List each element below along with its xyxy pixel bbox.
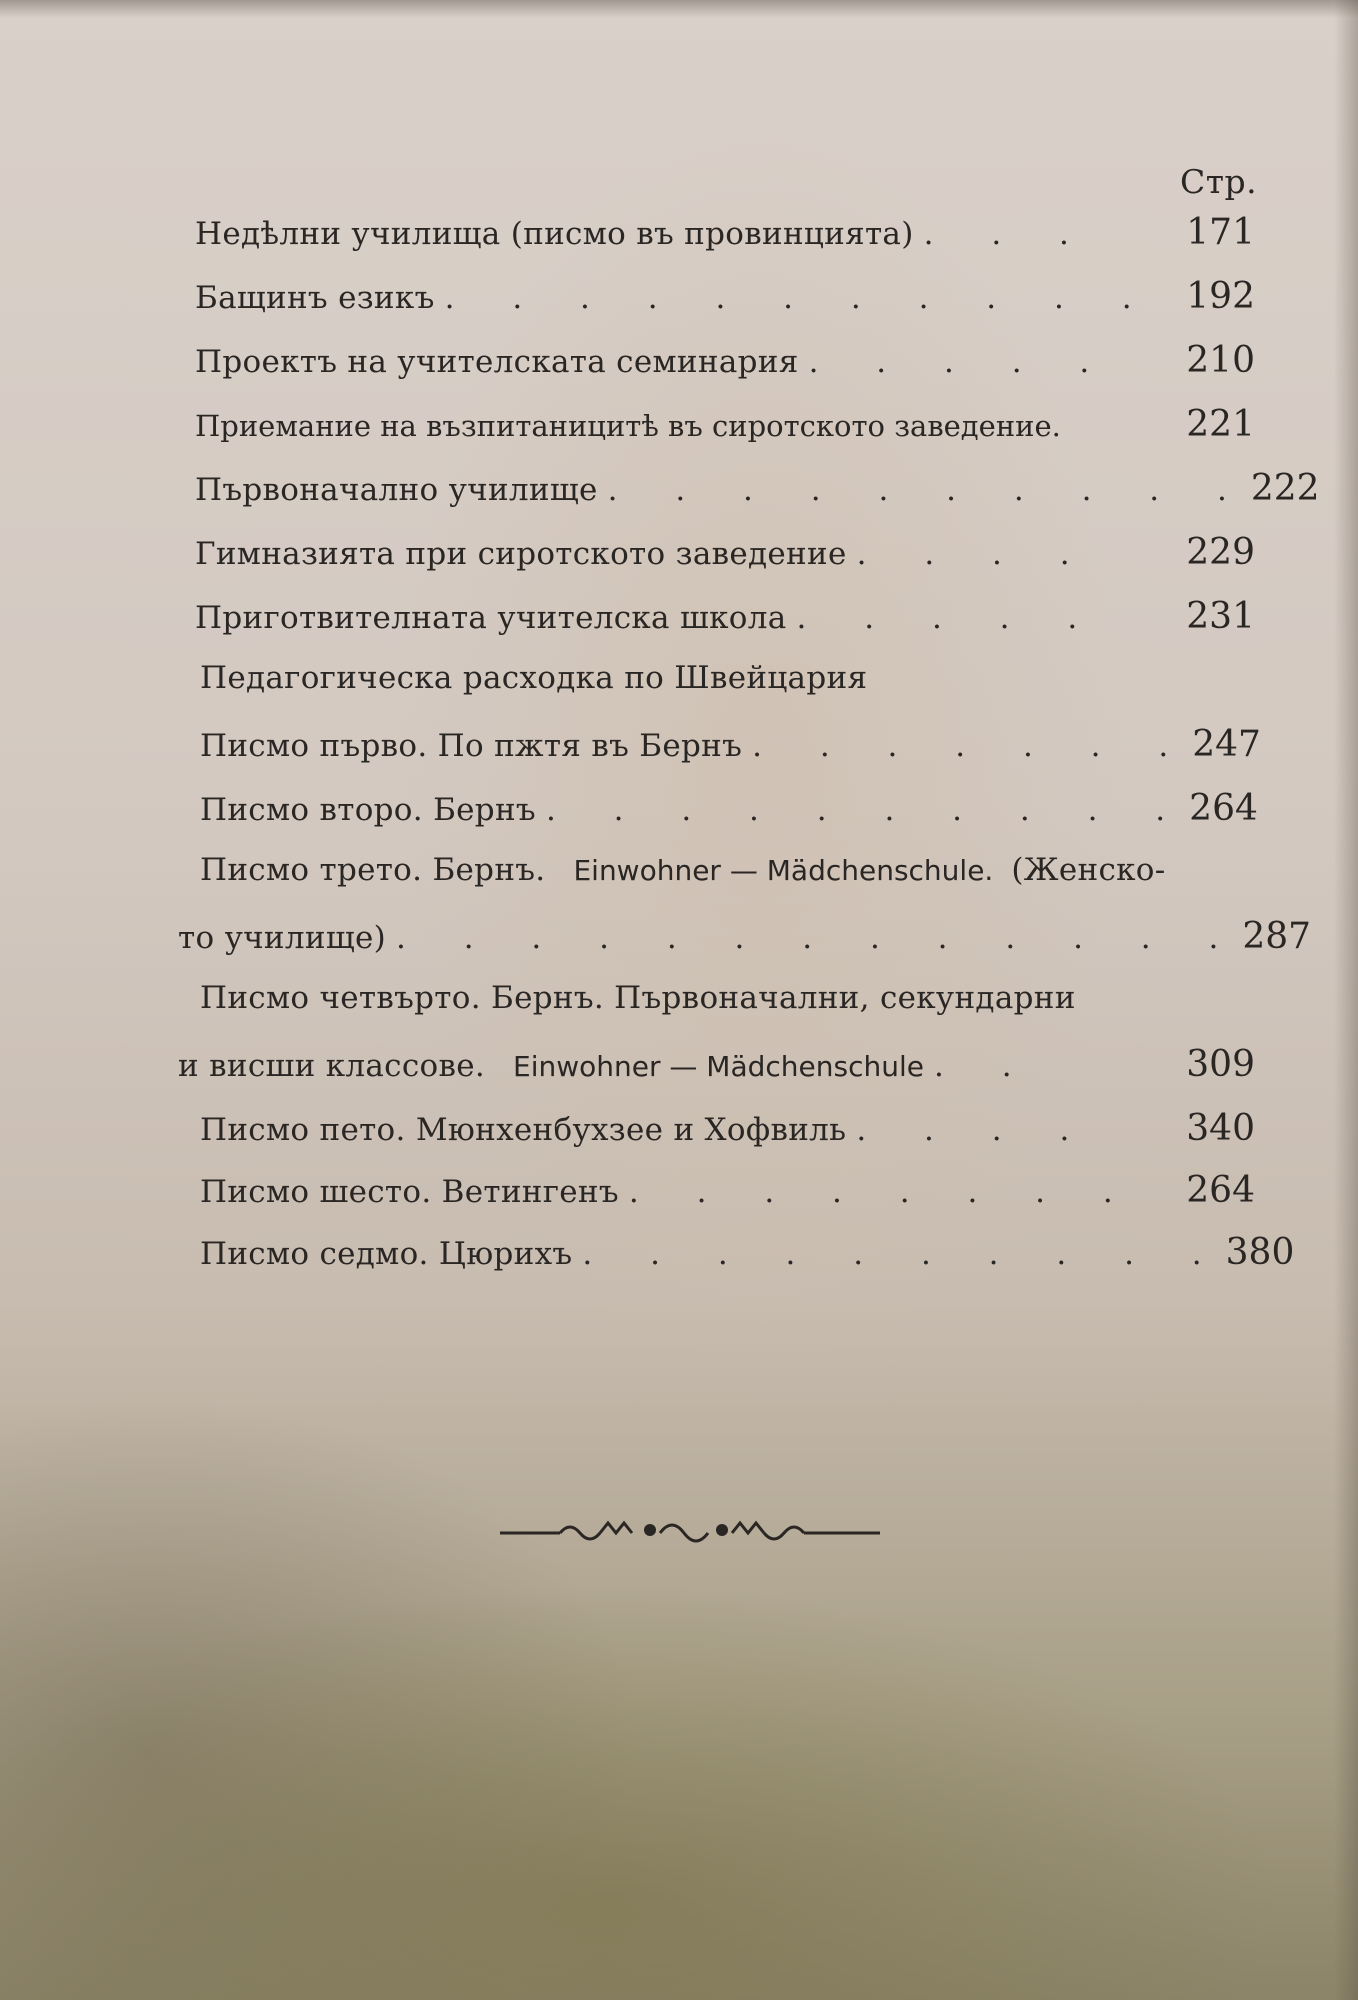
dot-leader: . . . . . [796,600,1102,636]
toc-entry [195,276,1255,322]
toc-entry [200,1108,1255,1154]
entry-page: 264 [1186,1170,1255,1211]
toc-entry [195,468,1320,514]
toc-entry [200,724,1261,770]
toc-entry [200,1170,1255,1216]
toc-entry [200,788,1258,834]
entry-title: то училище) [178,920,386,956]
entry-title: Приготвителната учителска школа [195,600,787,636]
decorative-flourish-icon [500,1508,880,1558]
dot-leader: . . . . . . . [752,728,1193,764]
dot-leader: . . . . . [808,344,1114,380]
page-column-label: Стр. [1180,162,1258,201]
dot-leader: . . . . [856,1112,1094,1148]
toc-entry [178,1044,1255,1090]
dot-leader: . . . . . . . . . . [545,792,1190,828]
entry-title: Бащинъ езикъ [195,280,435,316]
toc-entry [200,1232,1295,1278]
entry-page: 221 [1186,404,1255,445]
entry-page: 264 [1189,788,1258,829]
toc-entry [200,980,1260,1026]
toc-entry [195,212,1255,258]
entry-page: 309 [1186,1044,1255,1085]
entry-latin-text: Einwohner — Mädchenschule [513,1050,924,1083]
toc-entry [195,340,1255,386]
dot-leader: . . . . . . . . . . . [444,280,1156,316]
entry-page: 222 [1250,468,1320,509]
entry-title: Педагогическа расходка по Швейцария [200,660,868,696]
entry-latin-text: Einwohner — Mädchenschule. [573,854,994,887]
entry-title: Писмо седмо. Цюрихъ [200,1236,573,1272]
dot-leader: . . . . . . . . [628,1174,1137,1210]
entry-page: 287 [1242,916,1312,957]
entry-page: 340 [1186,1108,1255,1149]
toc-entry [195,404,1255,450]
dot-leader: . . . [923,216,1093,252]
dot-leader: . . . . . . . . . . . . . [395,920,1243,956]
entry-page: 210 [1186,340,1255,381]
entry-page: 247 [1192,724,1261,765]
entry-title: Писмо четвърто. Бернъ. Първоначални, секундарни [200,980,1076,1016]
toc-entry [178,916,1312,962]
dot-leader: . . . . . . . . . . [607,472,1251,508]
entry-title: Проектъ на учителската семинария [195,344,799,380]
entry-title: Писмо трето. Бернъ. [200,852,546,888]
entry-page: 380 [1225,1232,1295,1273]
dot-leader: . . . . . . . . . . [582,1236,1226,1272]
dot-leader: . . [934,1048,1036,1084]
entry-page: 171 [1186,212,1255,253]
entry-title: Писмо първо. По пжтя въ Бернъ [200,728,743,764]
entry-title-continuation: (Женско- [1011,852,1166,888]
entry-title: Гимназията при сиротското заведение [195,536,847,572]
entry-page: 192 [1186,276,1255,317]
dot-leader: . . . . [856,536,1094,572]
toc-entry [195,596,1255,642]
toc-entry [195,532,1255,578]
entry-page: 229 [1186,532,1255,573]
entry-title: Писмо второ. Бернъ [200,792,536,828]
toc-section-heading [200,660,1260,706]
entry-title: Първоначално училище [195,472,598,508]
entry-title: Писмо пето. Мюнхенбухзее и Хофвиль [200,1112,847,1148]
entry-title: Недѣлни училища (писмо въ провинцията) [195,216,914,252]
entry-title: Приемание на възпитаницитѣ въ сиротското заведение. [195,409,1061,443]
toc-entry [200,852,1260,898]
entry-title: и висши классове. [178,1048,486,1084]
entry-page: 231 [1186,596,1255,637]
entry-title: Писмо шесто. Ветингенъ [200,1174,619,1210]
